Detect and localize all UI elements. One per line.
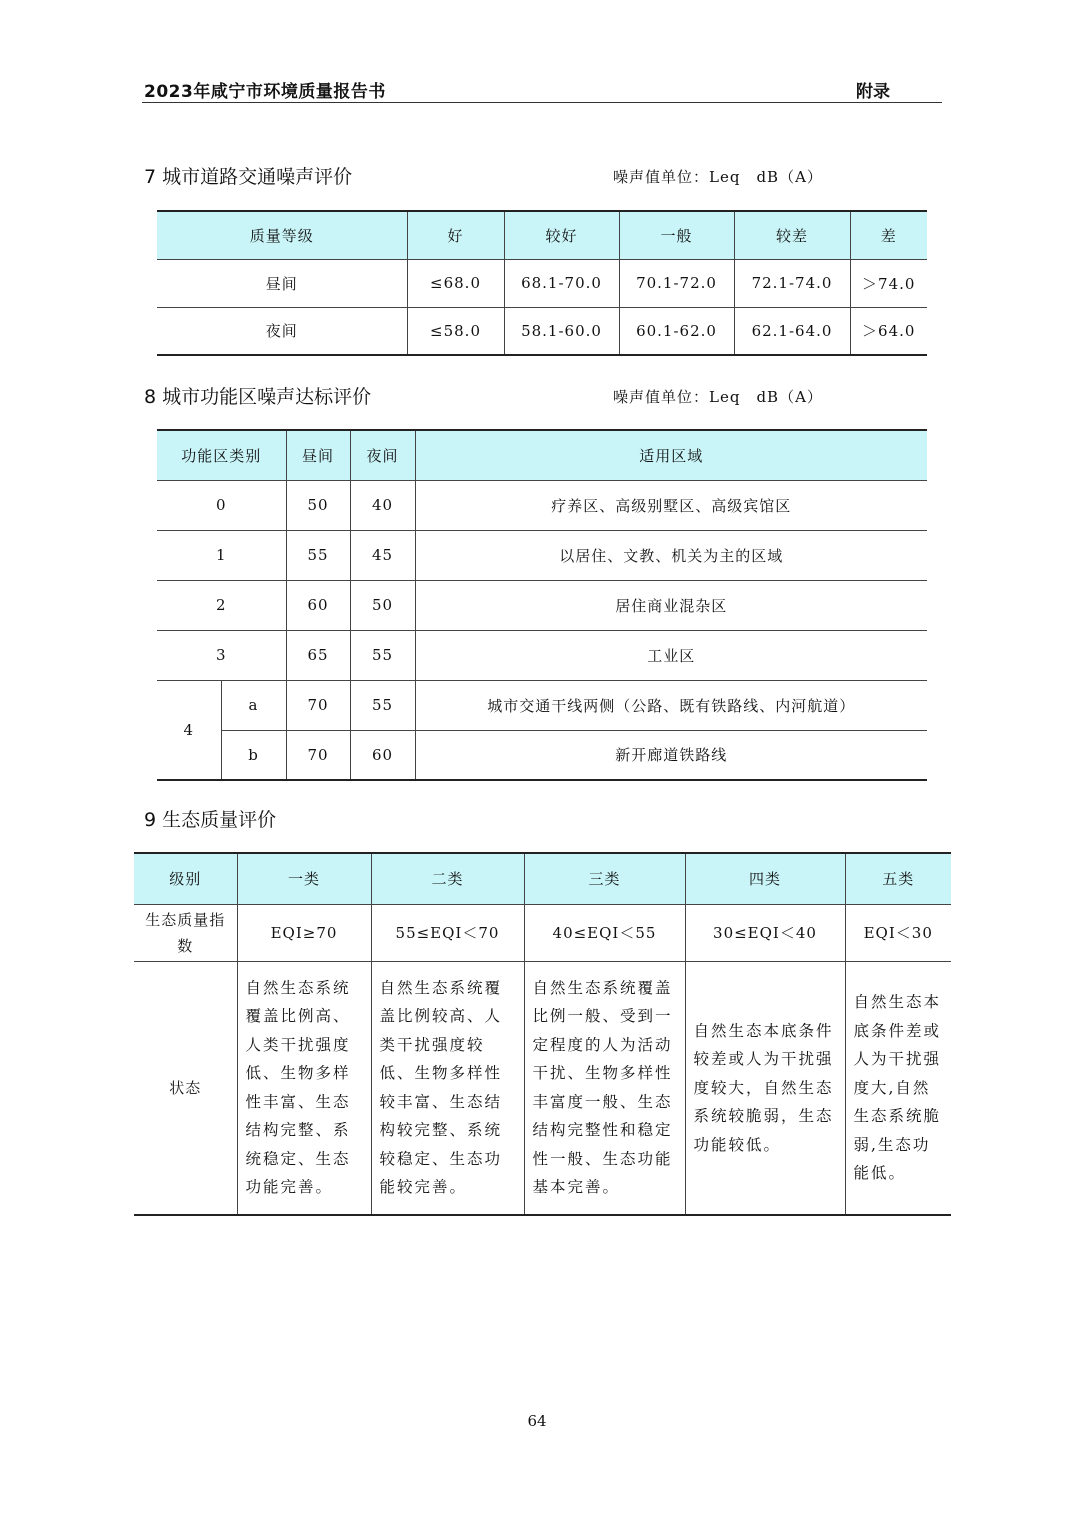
table-row — [157, 630, 927, 680]
table-cell: 70 — [286, 680, 350, 730]
ecological-quality-table — [134, 852, 951, 1216]
sec7-unit: 噪声值单位：Leq dB（A） — [613, 168, 823, 186]
header-cell: 三类 — [524, 853, 685, 904]
table-cell: 状态 — [134, 961, 237, 1215]
header-cell: 五类 — [845, 853, 951, 904]
table-row — [157, 730, 927, 780]
header-cell: 级别 — [134, 853, 237, 904]
table-cell: 60 — [350, 730, 415, 780]
header-cell: 较好 — [504, 211, 619, 259]
table-row — [134, 904, 951, 961]
table-cell: 45 — [350, 530, 415, 580]
table-cell: 生态质量指数 — [134, 904, 237, 961]
table-cell: 58.1-60.0 — [504, 307, 619, 355]
functional-zone-noise-table — [157, 429, 927, 781]
table-row — [157, 480, 927, 530]
table-cell: 40 — [350, 480, 415, 530]
table-cell: 2 — [157, 580, 286, 630]
header-cell: 质量等级 — [157, 211, 407, 259]
header-cell: 较差 — [734, 211, 850, 259]
table-cell: 70 — [286, 730, 350, 780]
header-cell: 一类 — [237, 853, 371, 904]
table-cell: ＞74.0 — [850, 259, 927, 307]
header-cell: 适用区域 — [415, 430, 927, 480]
table-cell: 68.1-70.0 — [504, 259, 619, 307]
table-cell: 居住商业混杂区 — [415, 580, 927, 630]
table-row — [134, 961, 951, 1215]
table-cell: ≤68.0 — [407, 259, 504, 307]
table-cell: 疗养区、高级别墅区、高级宾馆区 — [415, 480, 927, 530]
table-cell: 以居住、文教、机关为主的区域 — [415, 530, 927, 580]
report-title: 2023年咸宁市环境质量报告书 — [144, 82, 386, 102]
section-label: 附录 — [856, 82, 890, 102]
table-cell: ≤58.0 — [407, 307, 504, 355]
state-description: 自然生态系统覆盖比例较高、人类干扰强度较低、生物多样性较丰富、生态结构较完整、系统较稳定、生态功能较完善。 — [371, 961, 524, 1215]
table-header-row — [157, 211, 927, 259]
state-description: 自然生态系统覆盖比例一般、受到一定程度的人为活动干扰、生物多样性丰富度一般、生态结构完整性和稳定性一般、生态功能基本完善。 — [524, 961, 685, 1215]
table-cell: 72.1-74.0 — [734, 259, 850, 307]
table-cell: a — [221, 680, 286, 730]
table-cell: b — [221, 730, 286, 780]
table-cell: EQI＜30 — [845, 904, 951, 961]
table-cell: 30≤EQI＜40 — [685, 904, 845, 961]
table-cell: 55 — [350, 680, 415, 730]
table-header-row — [157, 430, 927, 480]
header-cell: 夜间 — [350, 430, 415, 480]
table-cell: 65 — [286, 630, 350, 680]
header-cell: 昼间 — [286, 430, 350, 480]
sec7-title: 7 城市道路交通噪声评价 — [144, 166, 353, 188]
table-cell: 60 — [286, 580, 350, 630]
table-cell: 70.1-72.0 — [619, 259, 734, 307]
table-cell: ＞64.0 — [850, 307, 927, 355]
table-row — [157, 530, 927, 580]
table-row — [157, 580, 927, 630]
table-row — [157, 259, 927, 307]
header-cell: 好 — [407, 211, 504, 259]
table-cell: 50 — [286, 480, 350, 530]
header-cell: 功能区类别 — [157, 430, 286, 480]
group-label-cell: 4 — [157, 680, 221, 780]
header-cell: 二类 — [371, 853, 524, 904]
page-header — [142, 74, 942, 103]
table-cell: 55 — [286, 530, 350, 580]
table-cell: 1 — [157, 530, 286, 580]
table-cell: 3 — [157, 630, 286, 680]
sec8-title: 8 城市功能区噪声达标评价 — [144, 386, 372, 408]
table-cell: EQI≥70 — [237, 904, 371, 961]
state-description: 自然生态本底条件差或人为干扰强度大,自然生态系统脆弱,生态功能低。 — [845, 961, 951, 1215]
header-cell: 四类 — [685, 853, 845, 904]
table-row — [157, 680, 927, 730]
table-header-row — [134, 853, 951, 904]
page-number: 64 — [527, 1412, 547, 1430]
table-cell: 昼间 — [157, 259, 407, 307]
table-cell: 40≤EQI＜55 — [524, 904, 685, 961]
sec8-unit: 噪声值单位：Leq dB（A） — [613, 388, 823, 406]
sec9-title: 9 生态质量评价 — [144, 809, 277, 831]
table-cell: 0 — [157, 480, 286, 530]
table-cell: 55 — [350, 630, 415, 680]
table-cell: 新开廊道铁路线 — [415, 730, 927, 780]
table-cell: 夜间 — [157, 307, 407, 355]
state-description: 自然生态本底条件较差或人为干扰强度较大，自然生态系统较脆弱，生态功能较低。 — [685, 961, 845, 1215]
header-cell: 一般 — [619, 211, 734, 259]
table-cell: 50 — [350, 580, 415, 630]
table-cell: 62.1-64.0 — [734, 307, 850, 355]
table-cell: 60.1-62.0 — [619, 307, 734, 355]
table-cell: 工业区 — [415, 630, 927, 680]
state-description: 自然生态系统覆盖比例高、人类干扰强度低、生物多样性丰富、生态结构完整、系统稳定、生态功能完善。 — [237, 961, 371, 1215]
traffic-noise-table — [157, 210, 927, 356]
table-row — [157, 307, 927, 355]
table-cell: 城市交通干线两侧（公路、既有铁路线、内河航道） — [415, 680, 927, 730]
table-cell: 55≤EQI＜70 — [371, 904, 524, 961]
header-cell: 差 — [850, 211, 927, 259]
